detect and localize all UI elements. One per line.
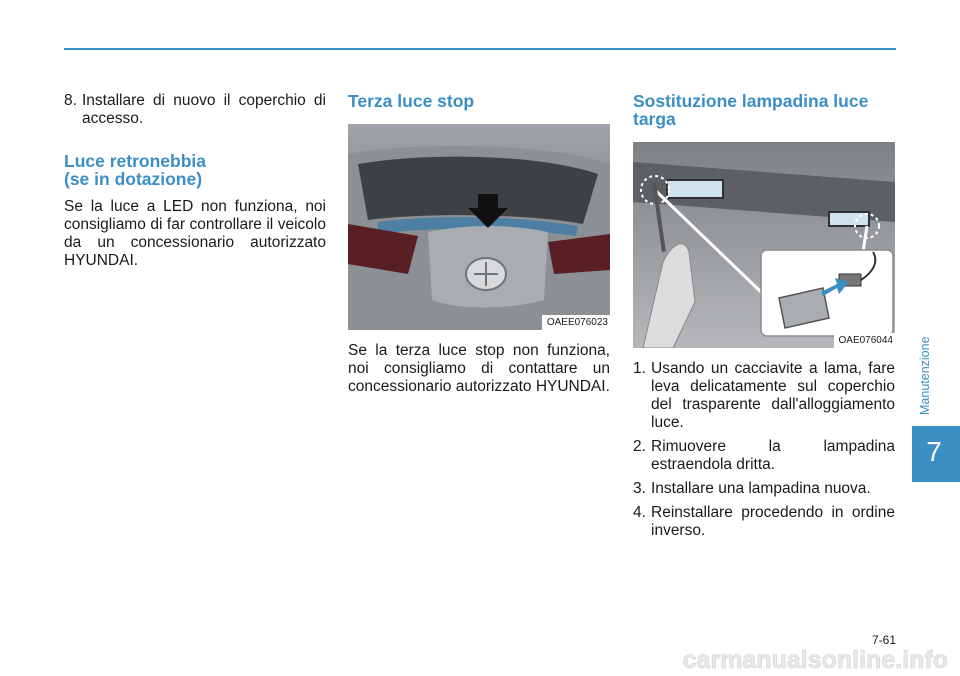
step-number: 2. bbox=[633, 438, 646, 455]
step-text: Usando un cacciavite a lama, fare leva delicatamente sul coperchio del trasparente dall'alloggiamento luce. bbox=[651, 360, 895, 431]
step-number: 4. bbox=[633, 504, 646, 521]
column-left bbox=[64, 92, 326, 270]
fog-heading-line-1: Luce retronebbia bbox=[64, 151, 206, 171]
fog-heading-line-2: (se in dotazione) bbox=[64, 169, 203, 189]
third-brake-light-text: Se la terza luce stop non funziona, noi consigliamo di contattare un concessionario autorizzato HYUNDAI. bbox=[348, 342, 610, 395]
figure-code: OAEE076023 bbox=[542, 315, 610, 330]
watermark-logo bbox=[470, 646, 950, 674]
step-2 bbox=[633, 438, 895, 474]
step-number: 3. bbox=[633, 480, 646, 497]
step-number: 1. bbox=[633, 360, 646, 377]
page-number: 7-61 bbox=[871, 633, 896, 647]
figure-code: OAE076044 bbox=[834, 333, 896, 348]
chapter-number: 7 bbox=[926, 436, 942, 467]
watermark-text: carmanualsonline.info bbox=[682, 646, 948, 674]
step-text: Rimuovere la lampadina estraendola dritta. bbox=[651, 438, 895, 473]
step-number: 8. bbox=[64, 92, 77, 109]
step-text: Reinstallare procedendo in ordine inverso. bbox=[651, 504, 895, 539]
section-label: Manutenzione bbox=[918, 336, 932, 416]
chapter-tab bbox=[912, 426, 960, 482]
license-steps bbox=[633, 360, 895, 540]
license-heading-line-1: Sostituzione lampadina luce bbox=[633, 91, 869, 111]
fog-light-text: Se la luce a LED non funziona, noi consigliamo di far controllare il veicolo da un concessionario autorizzato HYUNDAI. bbox=[64, 198, 326, 269]
license-plate-figure bbox=[633, 142, 895, 348]
step-text: Installare di nuovo il coperchio di accesso. bbox=[82, 92, 326, 127]
license-lamp-illustration bbox=[633, 142, 895, 348]
license-plate-heading bbox=[633, 92, 895, 128]
step-4 bbox=[633, 504, 895, 540]
car-rear-illustration bbox=[348, 124, 610, 330]
column-middle bbox=[348, 92, 610, 396]
third-brake-light-figure bbox=[348, 124, 610, 330]
third-brake-light-heading: Terza luce stop bbox=[348, 91, 475, 111]
step-8 bbox=[64, 92, 326, 128]
step-1 bbox=[633, 360, 895, 432]
license-heading-line-2: targa bbox=[633, 109, 676, 129]
column-right bbox=[633, 92, 895, 546]
step-text: Installare una lampadina nuova. bbox=[651, 480, 871, 497]
fog-light-heading bbox=[64, 152, 326, 188]
header-rule bbox=[64, 48, 896, 50]
step-3 bbox=[633, 480, 895, 498]
